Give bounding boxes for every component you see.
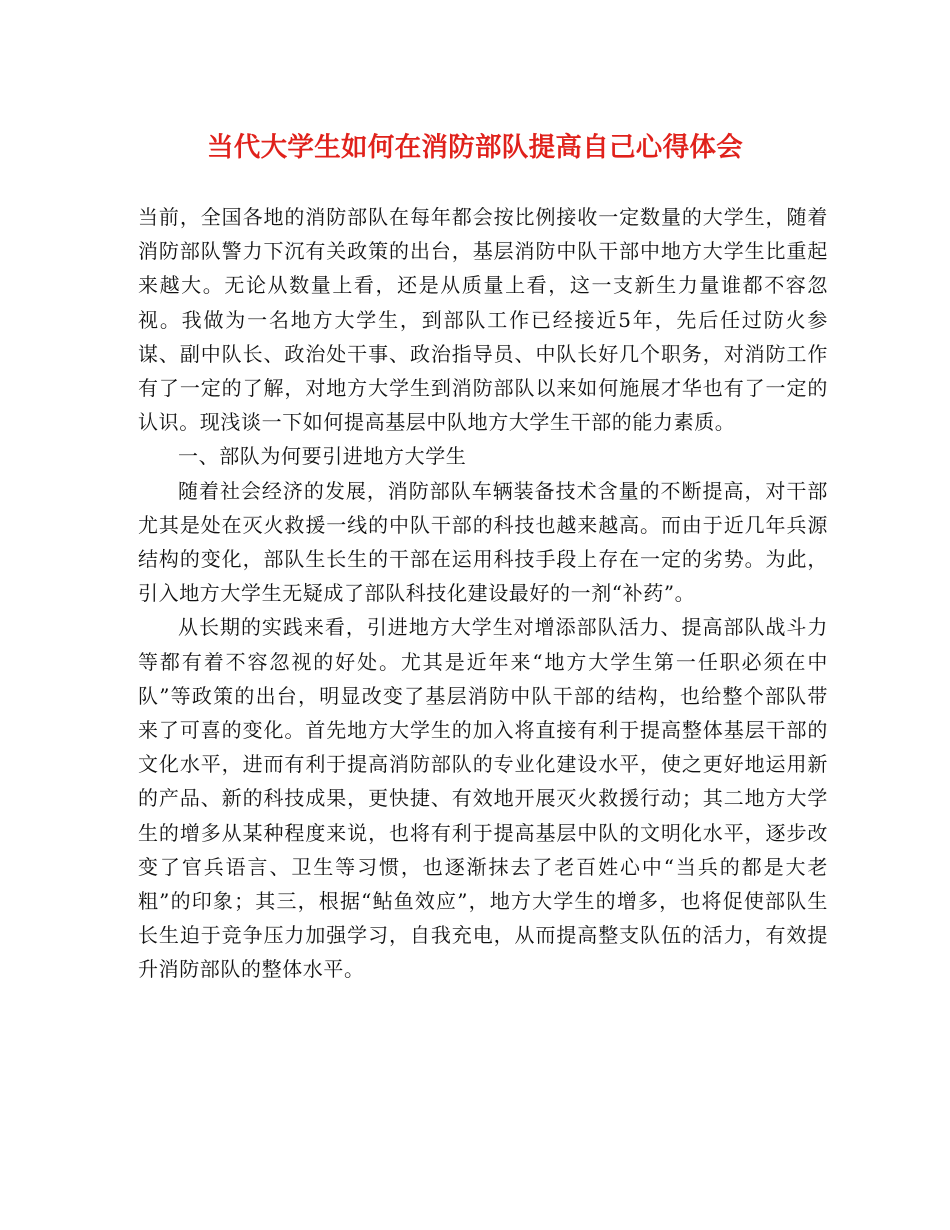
- paragraph-body: 随着社会经济的发展，消防部队车辆装备技术含量的不断提高，对干部尤其是处在灭火救援一线的中队干部的科技也越来越高。而由于近几年兵源结构的变化，部队生长生的干部在运用科技手段上存在一定的劣势。为此，引入地方大学生无疑成了部队科技化建设最好的一剂“补药”。: [138, 478, 828, 606]
- paragraph-body: 从长期的实践来看，引进地方大学生对增添部队活力、提高部队战斗力等都有着不容忽视的好处。尤其是近年来“地方大学生第一任职必须在中队”等政策的出台，明显改变了基层消防中队干部的结构，也给整个部队带来了可喜的变化。首先地方大学生的加入将直接有利于提高整体基层干部的文化水平，进而有利于提高消防部队的专业化建设水平，使之更好地运用新的产品、新的科技成果，更快捷、有效地开展灭火救援行动；其二地方大学生的增多从某种程度来说，也将有利于提高基层中队的文明化水平，逐步改变了官兵语言、卫生等习惯，也逐渐抹去了老百姓心中“当兵的都是大老粗”的印象；其三，根据“鲇鱼效应”，地方大学生的增多，也将促使部队生长生迫于竞争压力加强学习，自我充电，从而提高整支队伍的活力，有效提升消防部队的整体水平。: [138, 615, 828, 982]
- document-title: 当代大学生如何在消防部队提高自己心得体会: [207, 132, 743, 163]
- document-body: [138, 200, 828, 987]
- section-heading: 一、部队为何要引进地方大学生: [178, 444, 467, 469]
- paragraph-intro: 当前，全国各地的消防部队在每年都会按比例接收一定数量的大学生，随着消防部队警力下沉有关政策的出台，基层消防中队干部中地方大学生比重起来越大。无论从数量上看，还是从质量上看，这一支新生力量谁都不容忽视。我做为一名地方大学生，到部队工作已经接近5年，先后任过防火参谋、副中队长、政治处干事、政治指导员、中队长好几个职务，对消防工作有了一定的了解，对地方大学生到消防部队以来如何施展才华也有了一定的认识。现浅谈一下如何提高基层中队地方大学生干部的能力素质。: [138, 205, 828, 435]
